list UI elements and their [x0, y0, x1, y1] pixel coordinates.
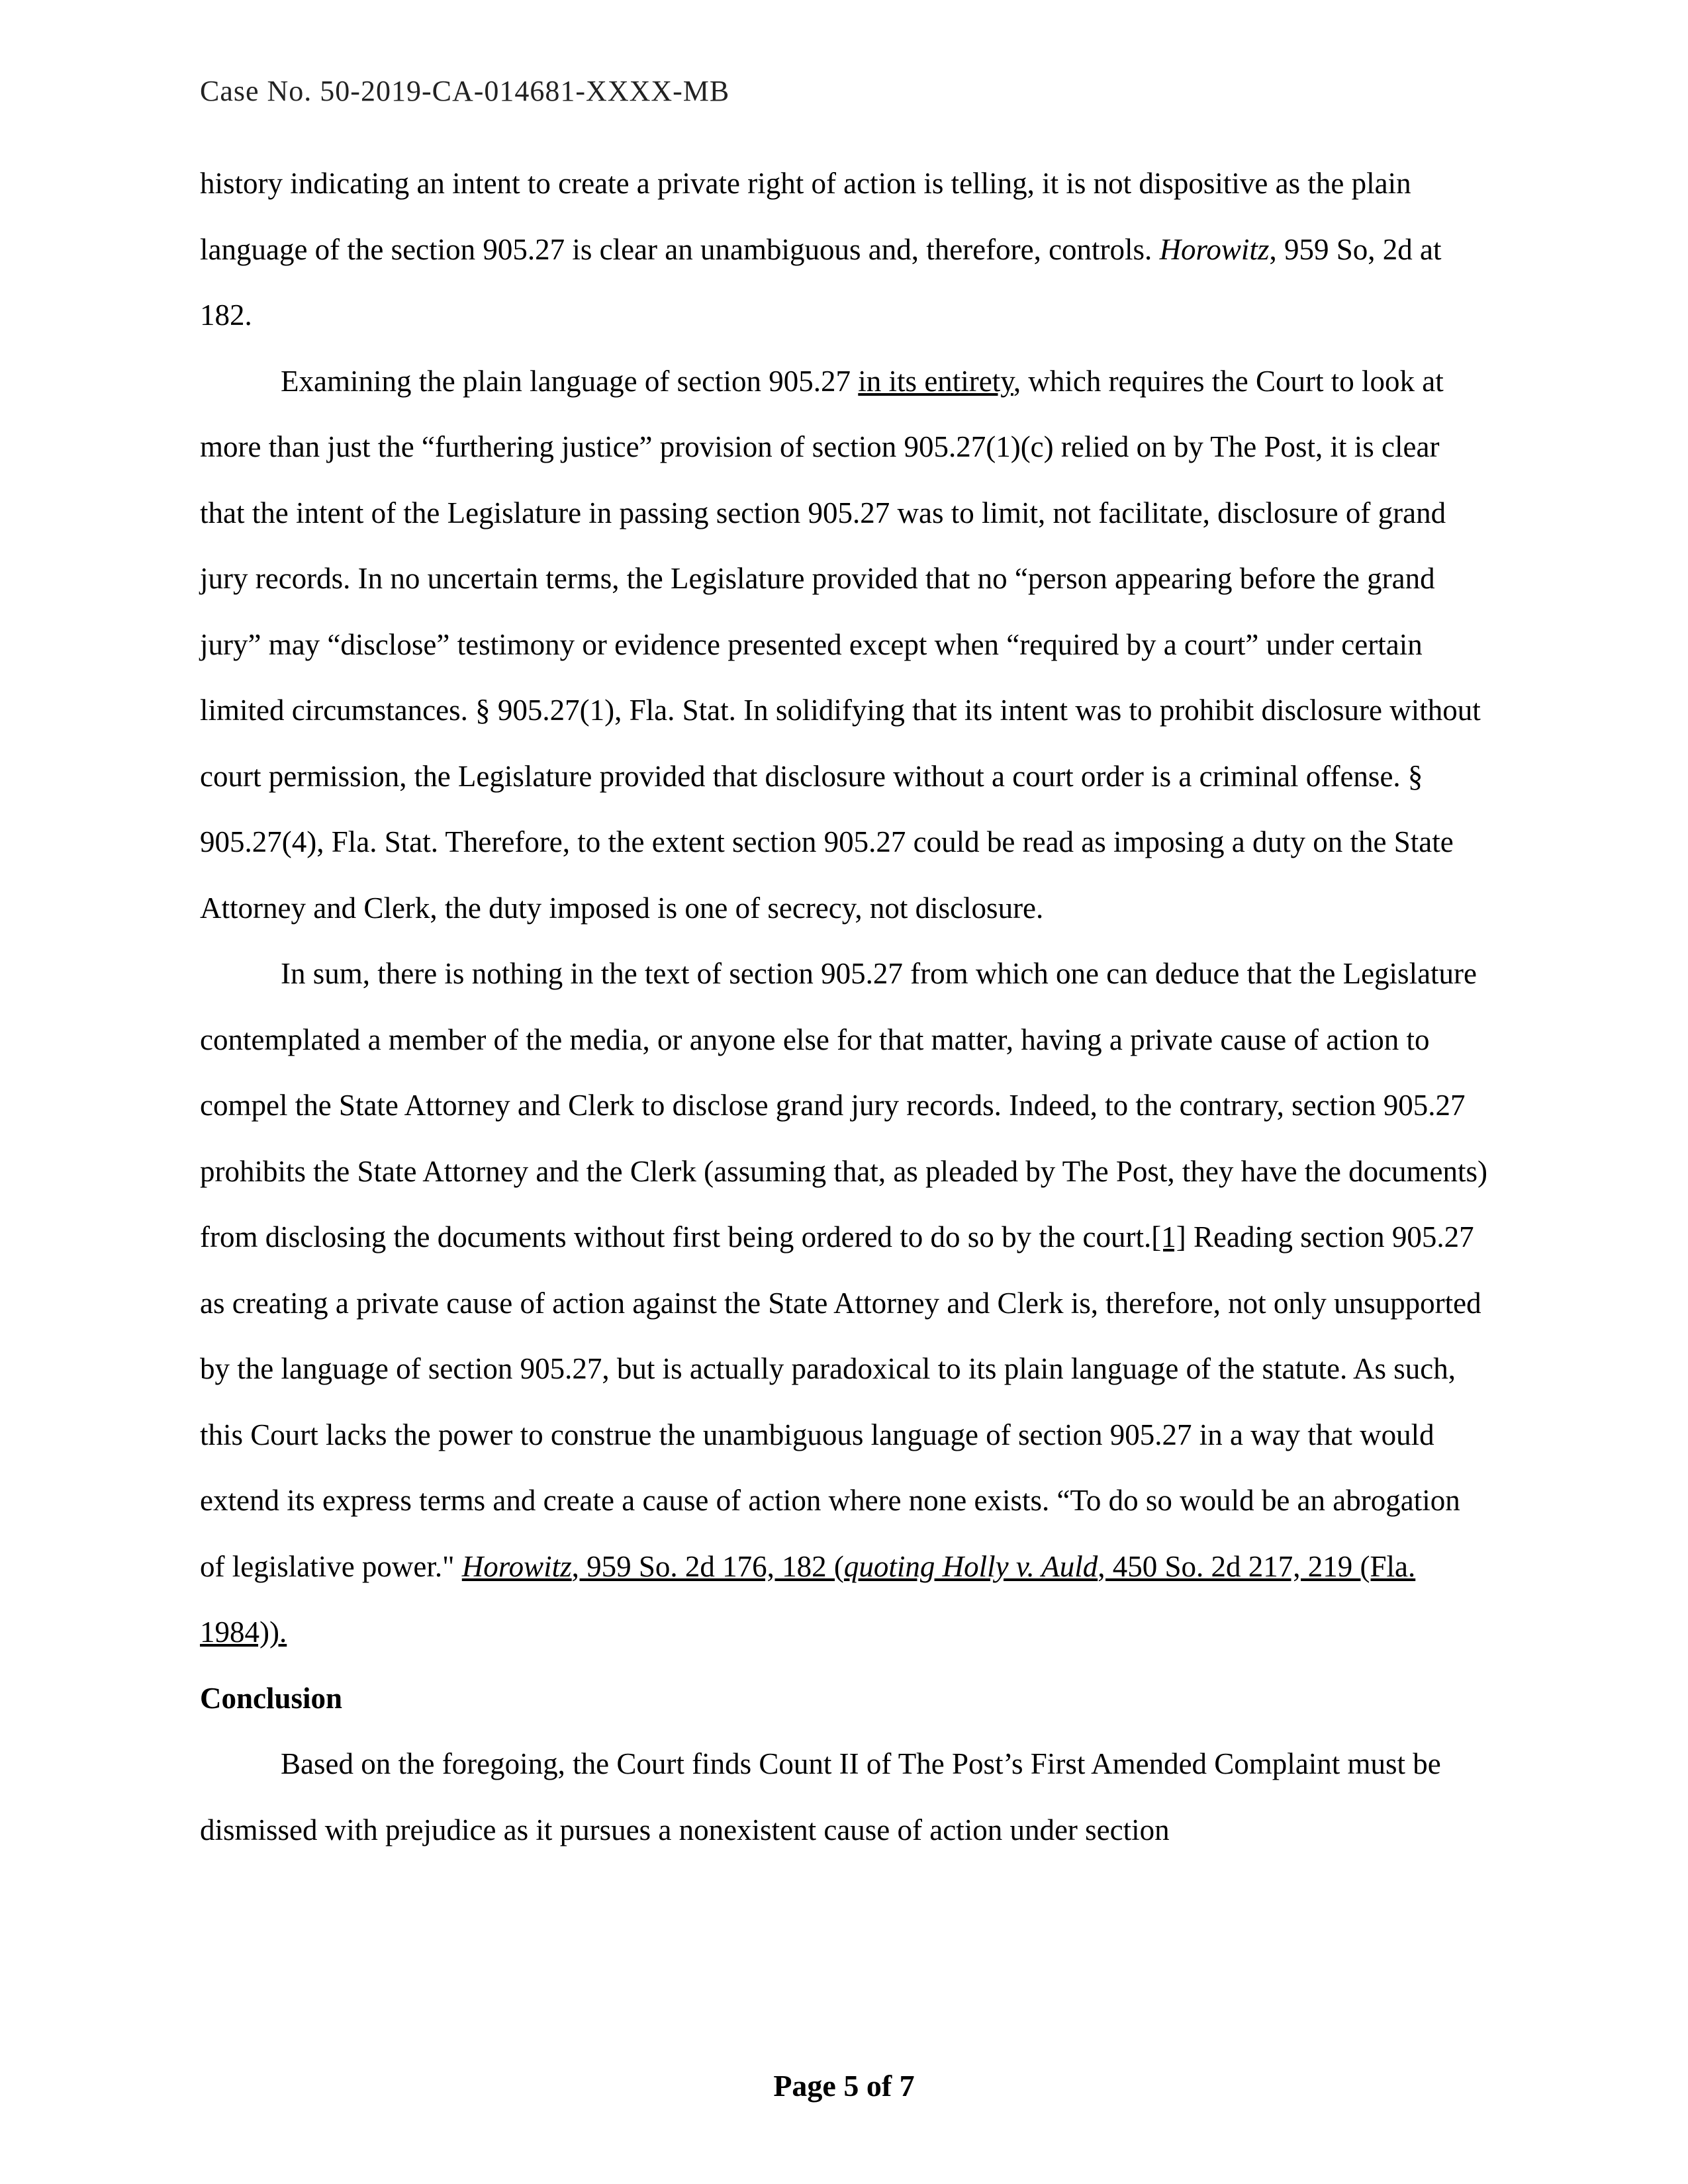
conclusion-heading: Conclusion	[200, 1681, 343, 1715]
para3-text-b: Reading section 905.27 as creating a private cause of action against the State Attorney and Clerk is, therefore, not only unsupported by the language of section 905.27, but is actually paradoxical to its plain language of the statute. As such, this Court lacks the power to construe the unambiguous language of section 905.27 in a way that would extend its express terms and create a cause of action where none exists. “To do so would be an abrogation of legislative power."	[200, 1220, 1481, 1583]
para1-text-a: history indicating an intent to create a private right of action is telling, it is not dispositive as the plain language of the section 905.27 is clear an unambiguous and, therefore, controls.	[200, 167, 1411, 266]
page-total: 7	[899, 2069, 915, 2103]
para2-text-a: Examining the plain language of section 905.27	[281, 364, 859, 398]
case-number-header: Case No. 50-2019-CA-014681-XXXX-MB	[200, 75, 730, 107]
para1-citation: Horowitz	[1159, 232, 1270, 266]
citation-reporter[interactable]: , 959 So. 2d 176, 182 (	[571, 1549, 844, 1583]
paragraph-conclusion: Based on the foregoing, the Court finds Count II of The Post’s First Amended Complaint must be dismissed with prejudice as it pursues a nonexistent cause of action under section	[200, 1747, 1441, 1846]
footnote-link[interactable]: [1]	[1151, 1220, 1186, 1253]
page-number-footer	[0, 2068, 1688, 2103]
paragraph-continuation	[200, 151, 1489, 349]
para2-text-b: , which requires the Court to look at more than just the “furthering justice” provision of section 905.27(1)(c) relied on by The Post, it is clear that the intent of the Legislature in passing section 905.27 was to limit, not facilitate, disclosure of grand jury records. In no uncertain terms, the Legislature provided that no “person appearing before the grand jury” may “disclose” testimony or evidence presented except when “required by a court” under certain limited circumstances. § 905.27(1), Fla. Stat. In solidifying that its intent was to prohibit disclosure without court permission, the Legislature provided that disclosure without a court order is a criminal offense. § 905.27(4), Fla. Stat. Therefore, to the extent section 905.27 could be read as imposing a duty on the State Attorney and Clerk, the duty imposed is one of secrecy, not disclosure.	[200, 364, 1481, 925]
holly-citation-link[interactable]: quoting Holly v. Auld	[843, 1549, 1098, 1583]
citation-reporter-2[interactable]: , 450 So. 2d 217, 219 (Fla. 1984)).	[200, 1549, 1416, 1649]
para2-underlined: in its entirety	[858, 364, 1013, 398]
paragraph-in-sum	[200, 941, 1489, 1666]
para3-text-a: In sum, there is nothing in the text of section 905.27 from which one can deduce that the Legislature contemplated a member of the media, or anyone else for that matter, having a private cause of action to compel the State Attorney and Clerk to disclose grand jury records. Indeed, to the contrary, section 905.27 prohibits the State Attorney and the Clerk (assuming that, as pleaded by The Post, they have the documents) from disclosing the documents without first being ordered to do so by the court.	[200, 957, 1488, 1253]
page-of: of	[866, 2069, 892, 2103]
paragraph-plain-language	[200, 349, 1489, 942]
page-current: 5	[843, 2069, 859, 2103]
page-word: Page	[773, 2069, 836, 2103]
document-body	[200, 151, 1489, 1863]
para1-text-b: , 959 So, 2d at 182.	[200, 232, 1442, 332]
horowitz-citation-link[interactable]: Horowitz	[461, 1549, 572, 1583]
